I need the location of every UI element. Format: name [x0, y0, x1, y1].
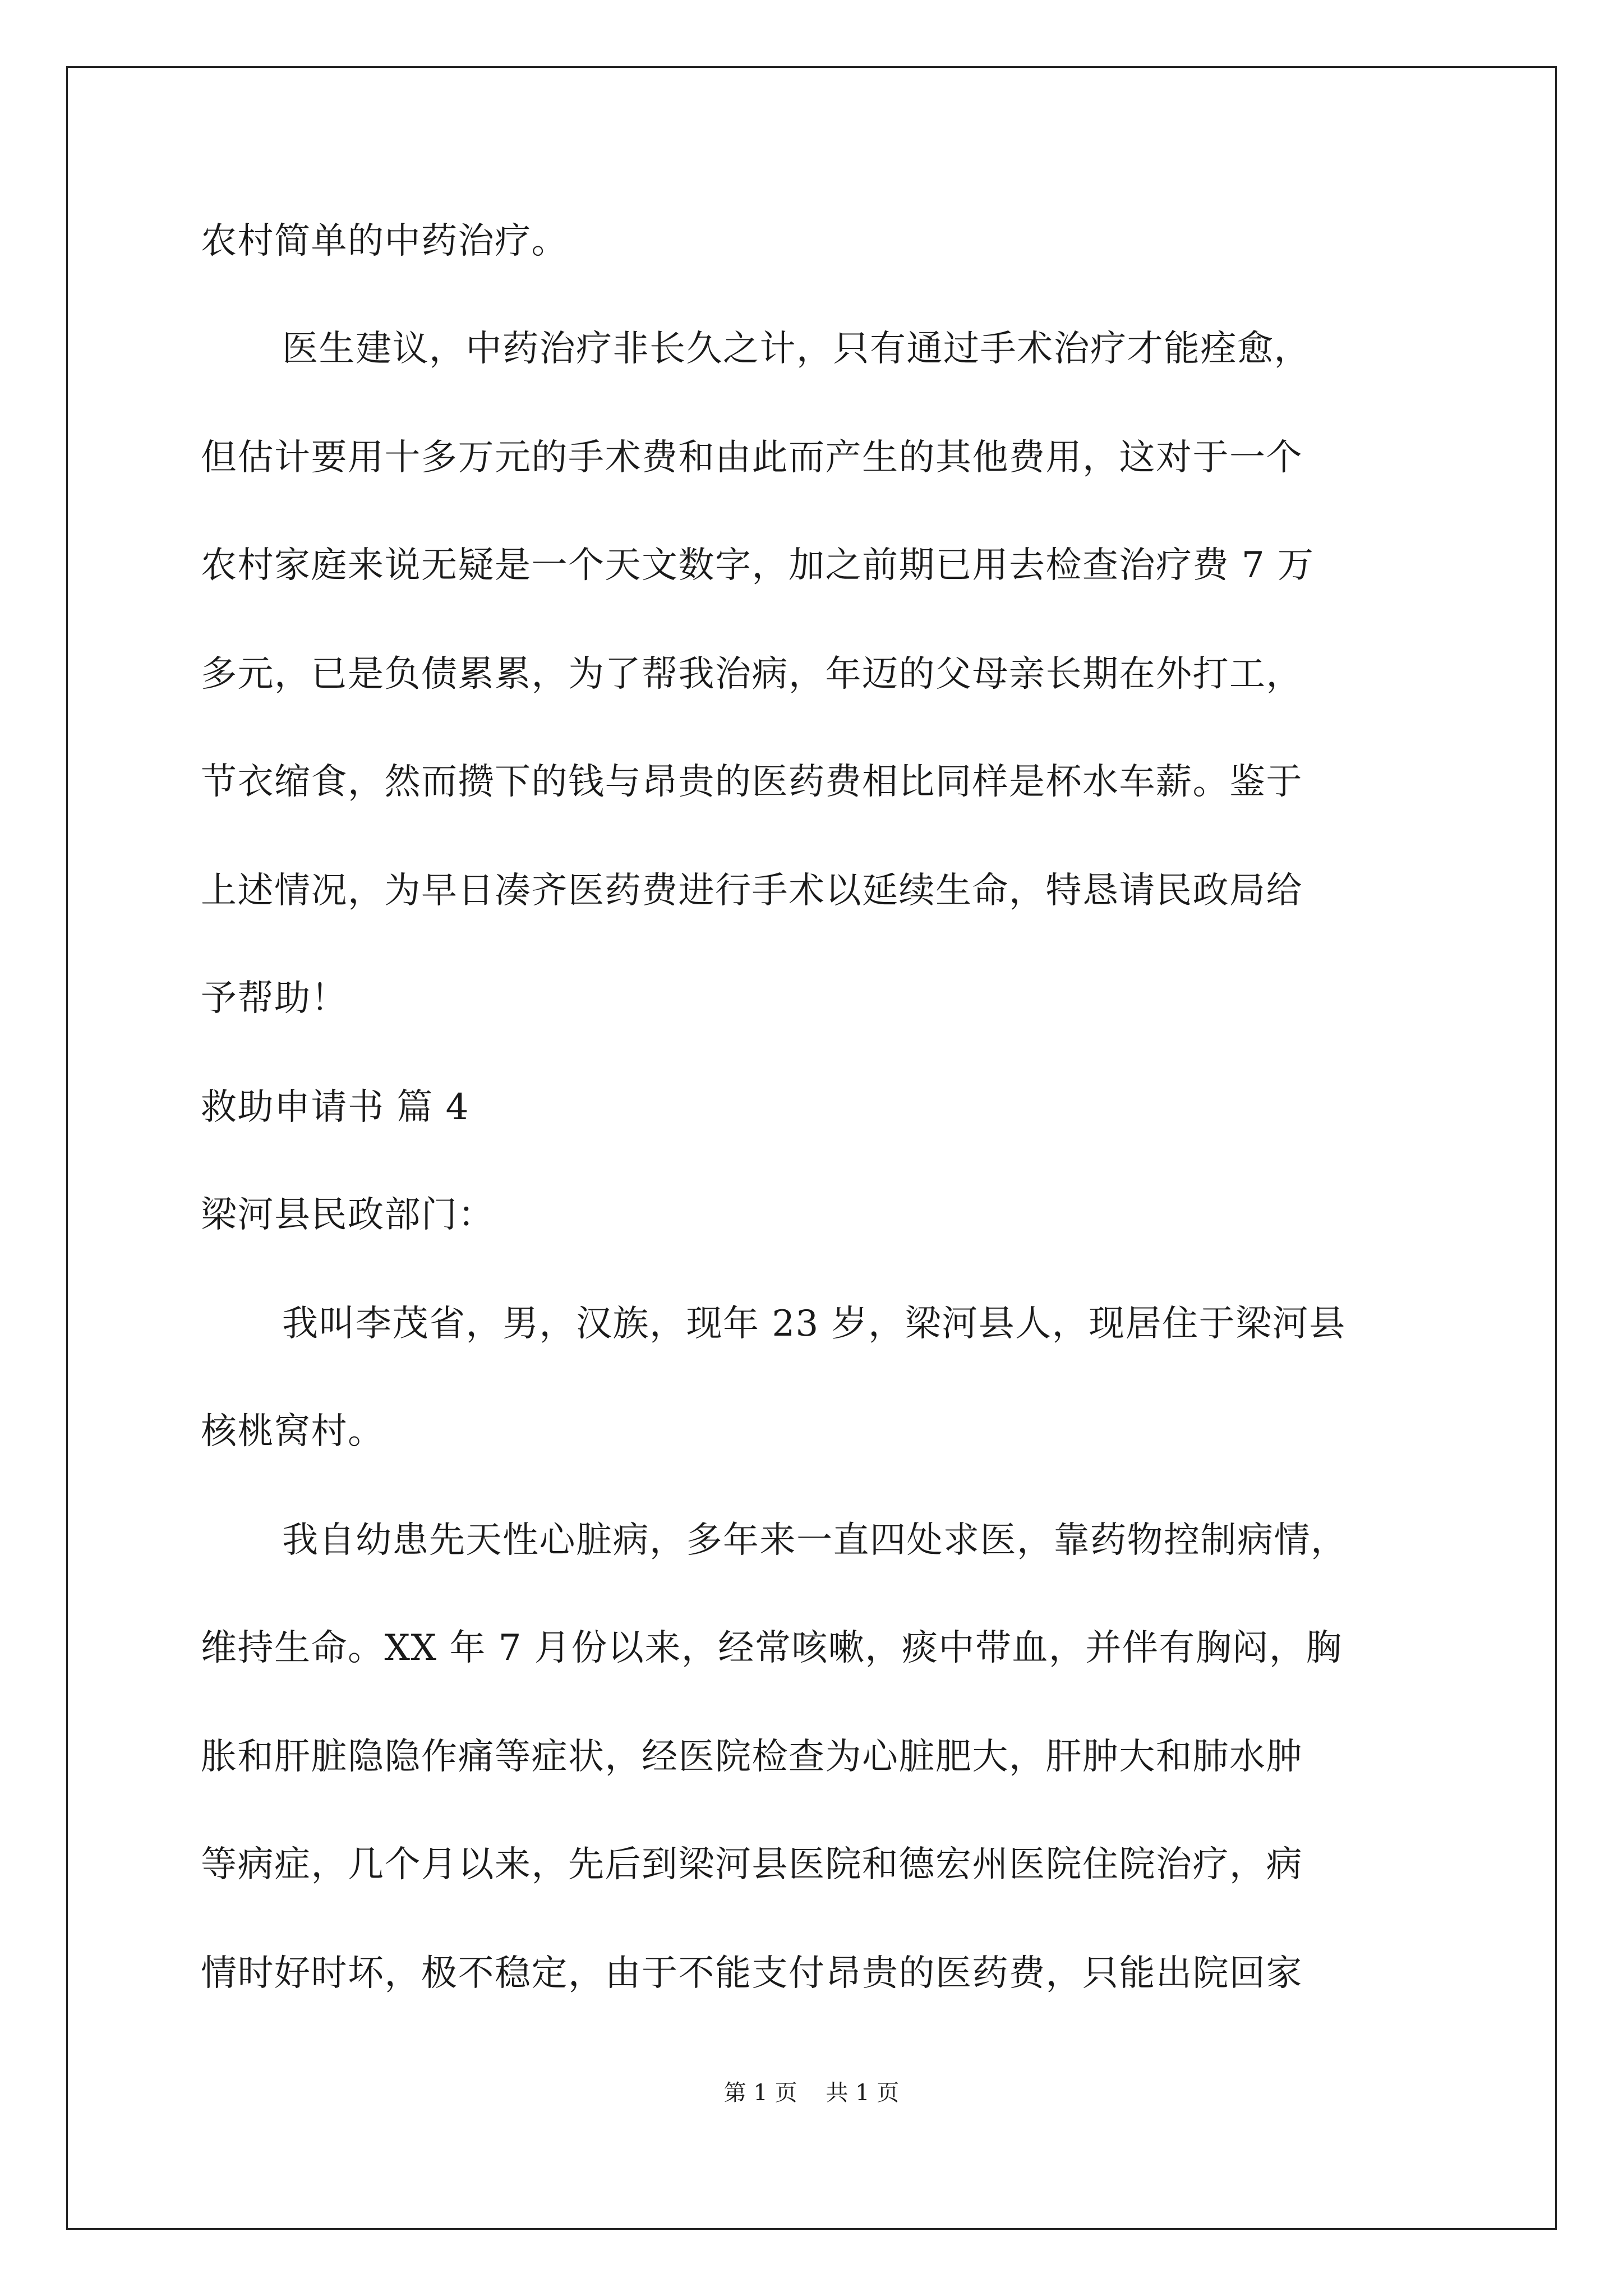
- page-border: [66, 66, 1557, 2230]
- text-line-6: 节衣缩食，然而攒下的钱与昂贵的医药费相比同样是杯水车薪。鉴于: [201, 761, 1303, 803]
- section-heading: 救助申请书 篇 4: [201, 1087, 469, 1128]
- page-number-footer: 第 1 页 共 1 页: [723, 2080, 900, 2106]
- paragraph-start-self-intro: 我叫李茂省，男，汉族，现年 23 岁，梁河县人，现居住于梁河县: [282, 1303, 1346, 1345]
- text-line-5: 多元，已是负债累累，为了帮我治病，年迈的父母亲长期在外打工，: [201, 654, 1303, 695]
- text-line-7: 上述情况，为早日凑齐医药费进行手术以延续生命，特恳请民政局给: [201, 870, 1303, 912]
- text-line-4: 农村家庭来说无疑是一个天文数字，加之前期已用去检查治疗费 7 万: [201, 545, 1315, 586]
- paragraph-start-doctor-advice: 医生建议，中药治疗非长久之计，只有通过手术治疗才能痊愈，: [282, 328, 1311, 370]
- text-line-12: 核桃窝村。: [201, 1411, 385, 1452]
- text-line-17: 情时好时坏，极不稳定，由于不能支付昂贵的医药费，只能出院回家: [201, 1953, 1303, 1994]
- text-line-16: 等病症，几个月以来，先后到梁河县医院和德宏州医院住院治疗，病: [201, 1844, 1303, 1885]
- text-line-15: 胀和肝脏隐隐作痛等症状，经医院检查为心脏肥大，肝肿大和肺水肿: [201, 1736, 1303, 1778]
- paragraph-start-illness: 我自幼患先天性心脏病，多年来一直四处求医，靠药物控制病情，: [282, 1520, 1348, 1561]
- text-line-3: 但估计要用十多万元的手术费和由此而产生的其他费用，这对于一个: [201, 437, 1303, 478]
- salutation: 梁河县民政部门：: [201, 1194, 495, 1236]
- text-line-1: 农村简单的中药治疗。: [201, 220, 568, 262]
- text-line-8: 予帮助！: [201, 978, 348, 1019]
- text-line-14: 维持生命。XX 年 7 月份以来，经常咳嗽，痰中带血，并伴有胸闷，胸: [201, 1627, 1343, 1669]
